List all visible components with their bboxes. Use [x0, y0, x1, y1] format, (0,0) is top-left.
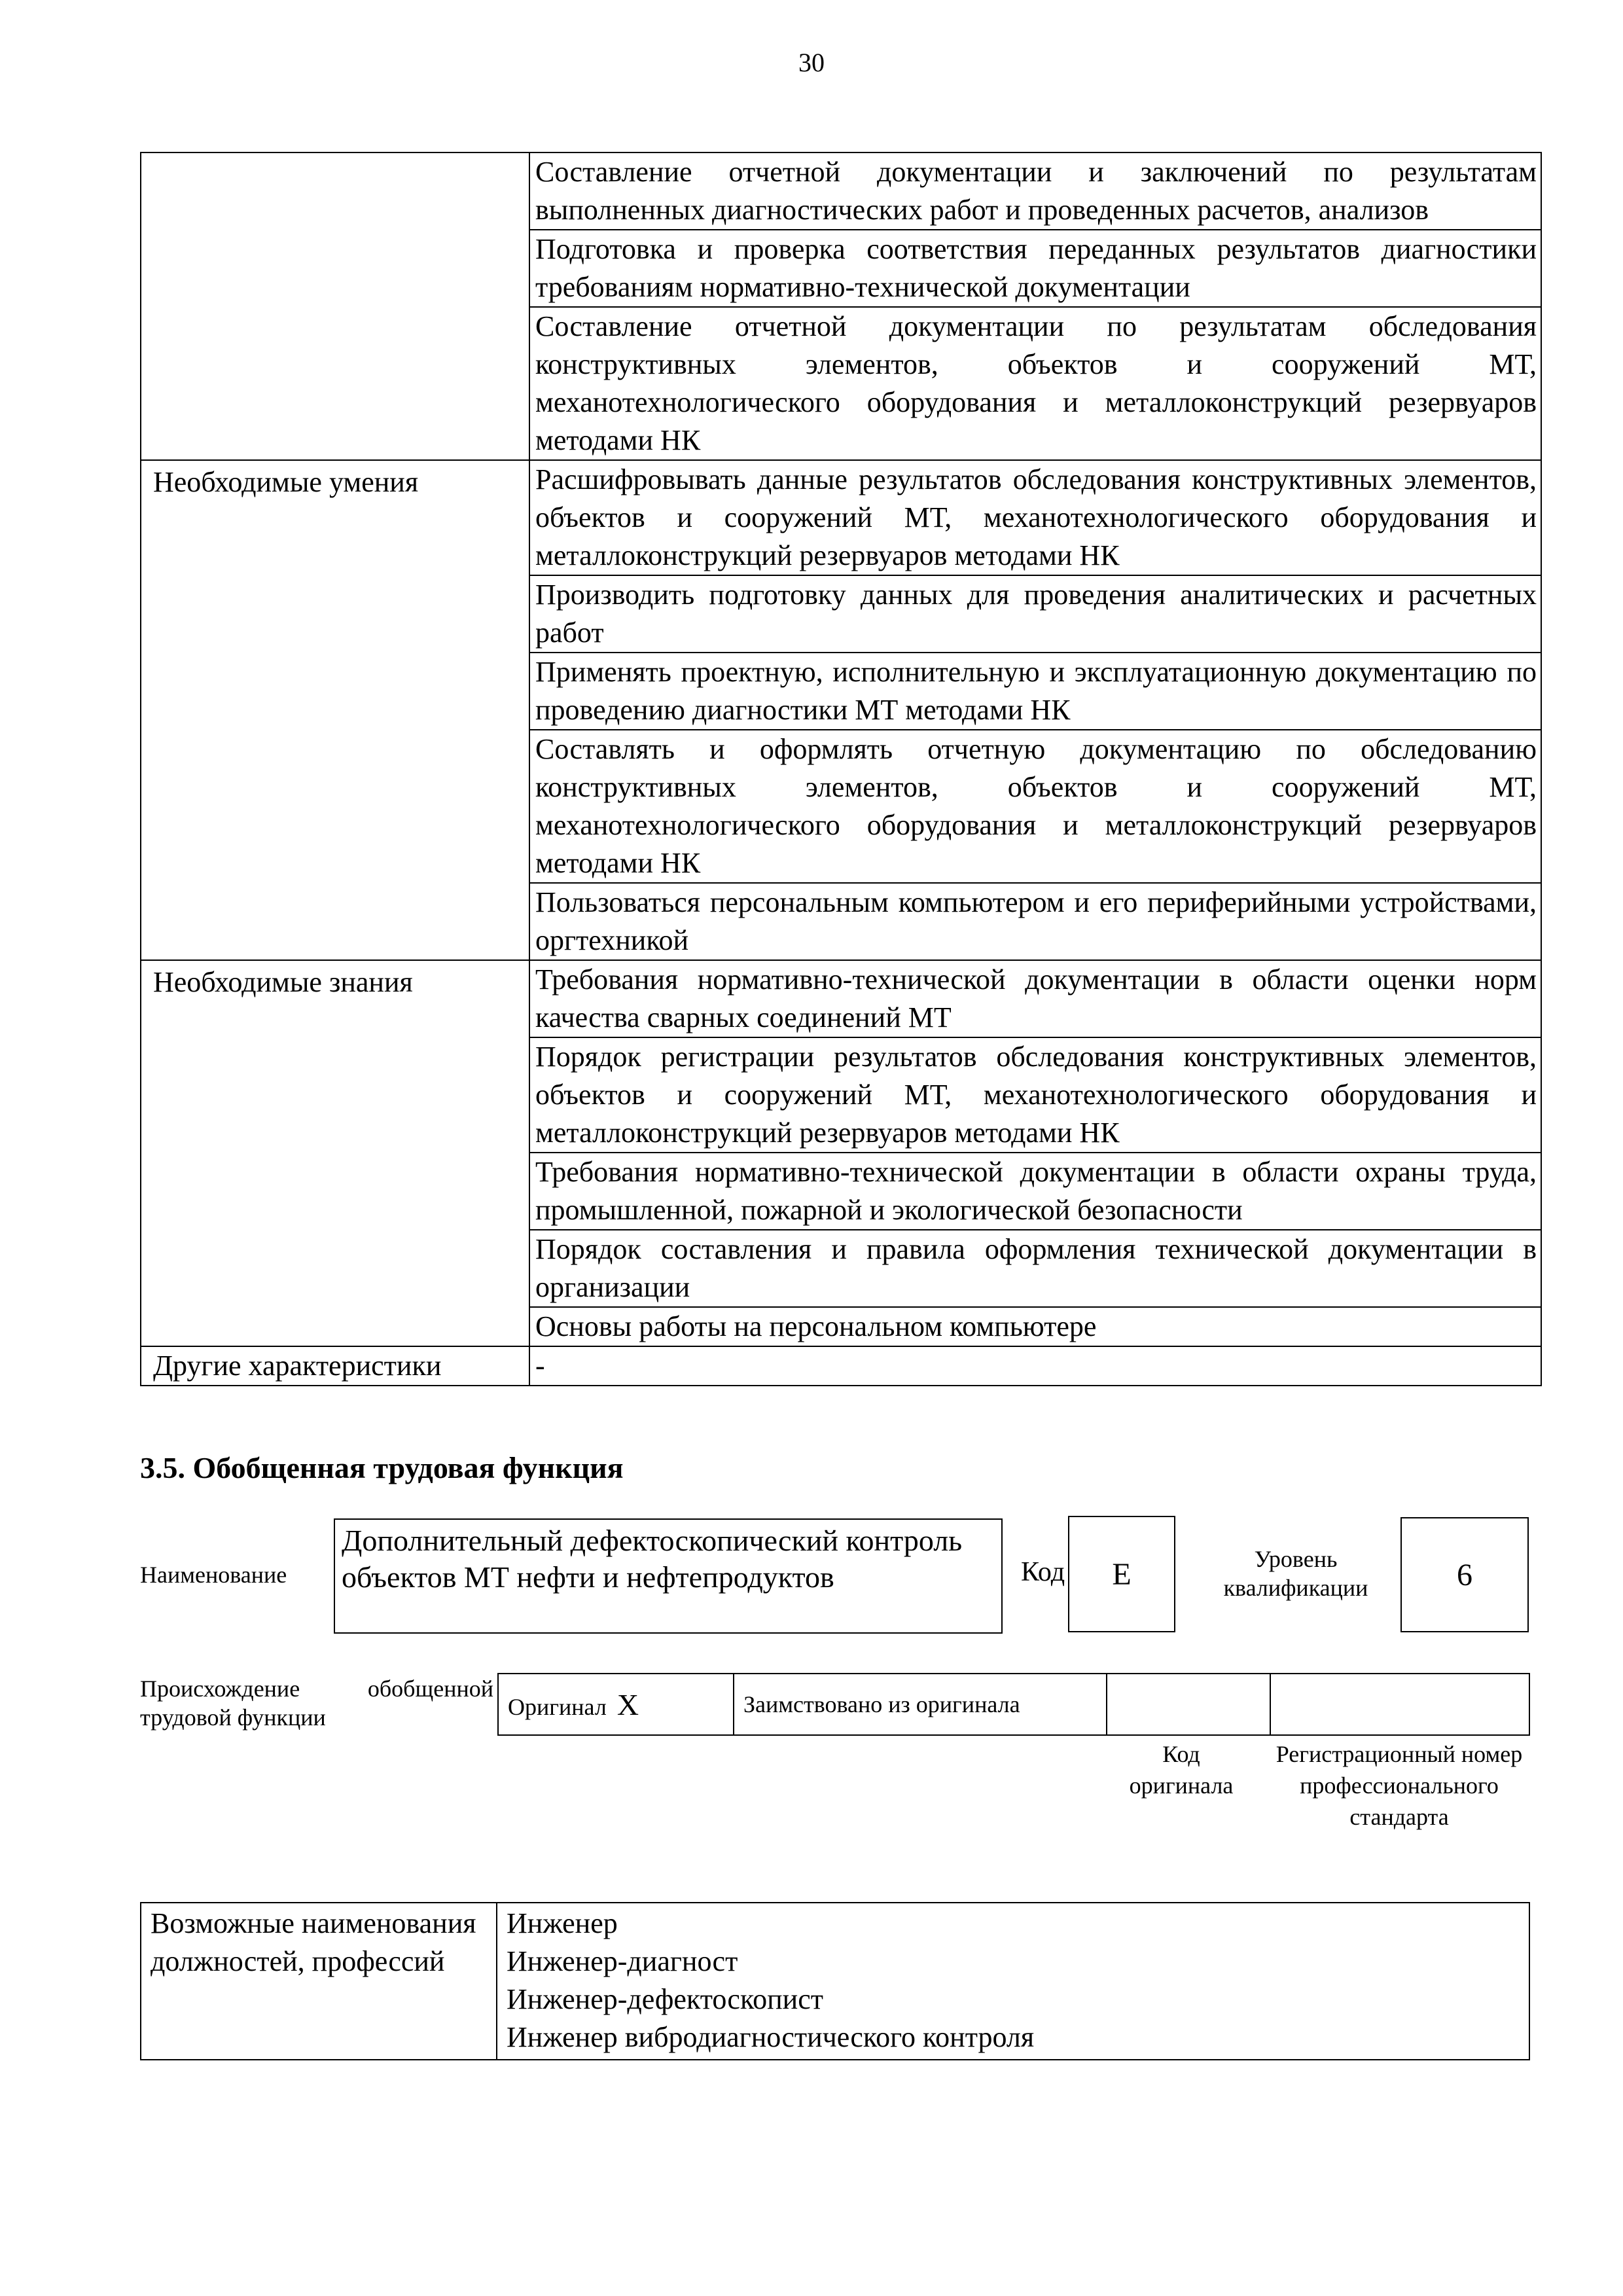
code-label: Код: [1021, 1557, 1065, 1587]
required-knowledge-label: Необходимые знания: [141, 960, 529, 1346]
table-row: [141, 960, 1541, 1037]
qualification-level-label: Уровень квалификации: [1223, 1546, 1368, 1601]
original-cell: Оригинал X: [498, 1674, 734, 1735]
labor-action-cell: Составление отчетной документации и заключений по результатам выполненных диагностических работ и проведенных расчетов, анализов: [529, 152, 1541, 230]
name-label: Наименование: [140, 1562, 287, 1588]
knowledge-cell: Требования нормативно-технической документации в области оценки норм качества сварных соединений МТ: [529, 960, 1541, 1037]
knowledge-cell: Требования нормативно-технической документации в области охраны труда, промышленной, пожарной и экологической безопасности: [529, 1153, 1541, 1230]
row-label: [141, 152, 529, 460]
labor-action-cell: Составление отчетной документации по результатам обследования конструктивных элементов, объектов и сооружений МТ, механотехнологического оборудования и металлоконструкций резервуаров методами НК: [529, 307, 1541, 460]
skill-cell: Пользоваться персональным компьютером и его периферийными устройствами, оргтехникой: [529, 883, 1541, 960]
table-row: [141, 152, 1541, 230]
positions-list: [497, 1903, 1529, 2060]
table-row: [141, 1346, 1541, 1386]
skill-cell: Производить подготовку данных для проведения аналитических и расчетных работ: [529, 575, 1541, 653]
positions-label: Возможные наименования должностей, профессий: [141, 1903, 497, 2060]
original-mark: X: [616, 1687, 639, 1721]
qualification-level-box: 6: [1400, 1517, 1529, 1632]
registration-number-caption: Регистрационный номер профессионального стандарта: [1275, 1741, 1523, 1830]
borrowed-cell: Заимствовано из оригинала: [734, 1674, 1107, 1735]
section-title: 3.5. Обобщенная трудовая функция: [140, 1451, 624, 1484]
positions-table: [140, 1902, 1530, 2060]
required-skills-label: Необходимые умения: [141, 460, 529, 960]
list-item: Инженер-дефектоскопист: [507, 1983, 823, 2015]
other-characteristics-label: Другие характеристики: [141, 1346, 529, 1386]
code-value-box: E: [1068, 1516, 1175, 1632]
knowledge-cell: Основы работы на персональном компьютере: [529, 1307, 1541, 1346]
knowledge-cell: Порядок регистрации результатов обследования конструктивных элементов, объектов и сооружений МТ, механотехнологического оборудования и металлоконструкций резервуаров методами НК: [529, 1037, 1541, 1153]
list-item: Инженер вибродиагностического контроля: [507, 2021, 1035, 2053]
page-number: 30: [798, 48, 825, 77]
list-item: Инженер: [507, 1907, 618, 1939]
table-row: [141, 460, 1541, 575]
knowledge-cell: Порядок составления и правила оформления технической документации в организации: [529, 1230, 1541, 1307]
list-item: Инженер-диагност: [507, 1945, 738, 1977]
original-code-cell: [1107, 1674, 1270, 1735]
origin-table: [497, 1673, 1530, 1736]
labor-action-cell: Подготовка и проверка соответствия переданных результатов диагностики требованиям нормативно-технической документации: [529, 230, 1541, 307]
skill-cell: Применять проектную, исполнительную и эксплуатационную документацию по проведению диагностики МТ методами НК: [529, 653, 1541, 730]
skill-cell: Расшифровывать данные результатов обследования конструктивных элементов, объектов и сооружений МТ, механотехнологического оборудования и металлоконструкций резервуаров методами НК: [529, 460, 1541, 575]
skills-knowledge-table: [140, 152, 1542, 1386]
skill-cell: Составлять и оформлять отчетную документацию по обследованию конструктивных элементов, объектов и сооружений МТ, механотехнологического оборудования и металлоконструкций резервуаров методами НК: [529, 730, 1541, 883]
original-code-caption: Код оригинала: [1129, 1741, 1234, 1799]
origin-label: Происхождение обобщенной трудовой функции: [140, 1676, 493, 1731]
other-characteristics-value: -: [529, 1346, 1541, 1386]
registration-number-cell: [1270, 1674, 1529, 1735]
function-name-box: Дополнительный дефектоскопический контроль объектов МТ нефти и нефтепродуктов: [334, 1518, 1003, 1634]
